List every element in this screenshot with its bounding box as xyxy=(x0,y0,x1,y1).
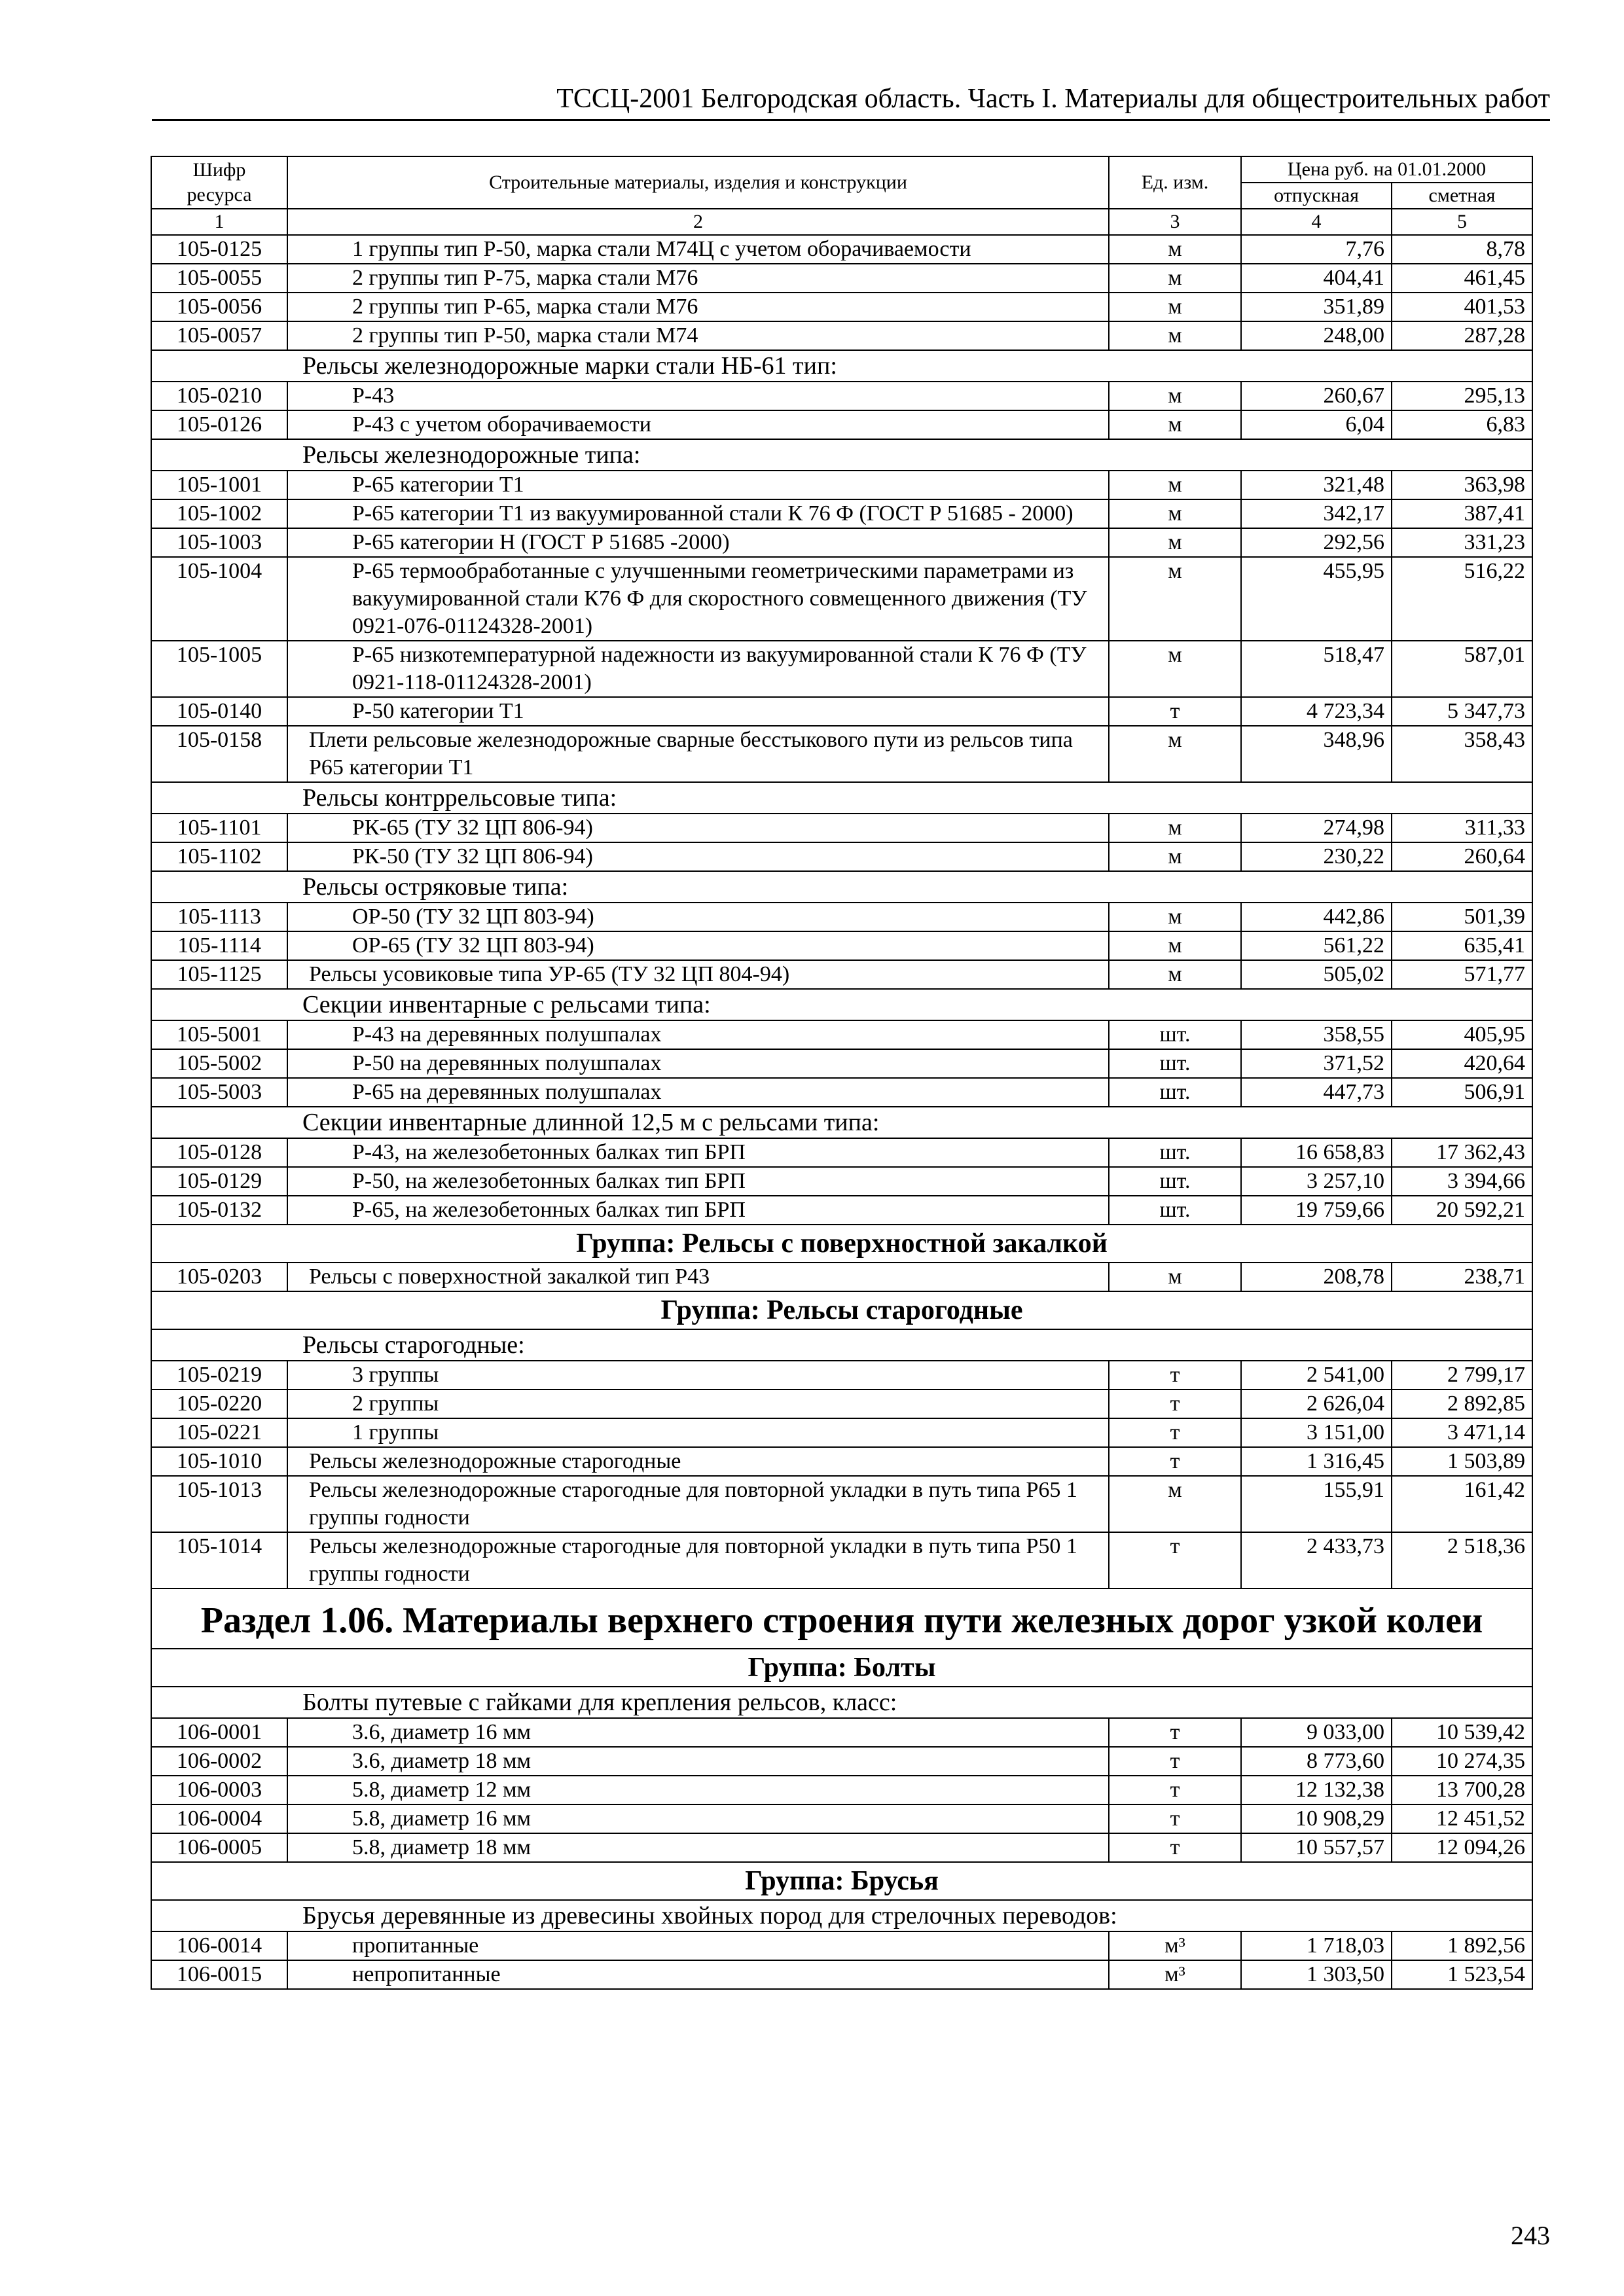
unit: м xyxy=(1109,499,1241,528)
resource-code: 105-0057 xyxy=(151,321,287,350)
release-price: 358,55 xyxy=(1241,1020,1392,1049)
section-heading: Раздел 1.06. Материалы верхнего строения пути железных дорог узкой колеи xyxy=(151,1588,1532,1649)
subheading-row xyxy=(151,1900,1532,1931)
resource-code: 105-0210 xyxy=(151,382,287,410)
unit: м xyxy=(1109,293,1241,321)
item-name: Р-43 на деревянных полушпалах xyxy=(287,1020,1109,1049)
release-price: 16 658,83 xyxy=(1241,1138,1392,1167)
release-price: 321,48 xyxy=(1241,471,1392,499)
group-heading: Группа: Рельсы старогодные xyxy=(151,1291,1532,1329)
estimate-price: 387,41 xyxy=(1392,499,1532,528)
group-heading-row xyxy=(151,1225,1532,1263)
item-name: 3.6, диаметр 18 мм xyxy=(287,1747,1109,1776)
subheading-row xyxy=(151,350,1532,382)
price-table xyxy=(151,156,1533,1990)
estimate-price: 461,45 xyxy=(1392,264,1532,293)
group-heading: Группа: Брусья xyxy=(151,1862,1532,1900)
release-price: 1 718,03 xyxy=(1241,1931,1392,1960)
resource-code: 105-0203 xyxy=(151,1263,287,1291)
release-price: 12 132,38 xyxy=(1241,1776,1392,1804)
table-row xyxy=(151,1833,1532,1862)
estimate-price: 2 518,36 xyxy=(1392,1532,1532,1588)
unit: т xyxy=(1109,1390,1241,1418)
resource-code: 105-5002 xyxy=(151,1049,287,1078)
unit: м xyxy=(1109,235,1241,264)
resource-code: 105-0140 xyxy=(151,697,287,726)
item-name: Рельсы усовиковые типа УР-65 (ТУ 32 ЦП 804-94) xyxy=(287,960,1109,989)
release-price: 371,52 xyxy=(1241,1049,1392,1078)
resource-code: 105-0129 xyxy=(151,1167,287,1196)
estimate-price: 1 892,56 xyxy=(1392,1931,1532,1960)
table-row xyxy=(151,1361,1532,1390)
release-price: 3 257,10 xyxy=(1241,1167,1392,1196)
empty-cell: Рельсы контррельсовые типа: xyxy=(151,782,1532,814)
resource-code: 106-0001 xyxy=(151,1718,287,1747)
col-header-estimate: сметная xyxy=(1392,183,1532,209)
resource-code: 106-0015 xyxy=(151,1960,287,1989)
item-name: Р-65 категории Т1 из вакуумированной стали К 76 Ф (ГОСТ Р 51685 - 2000) xyxy=(287,499,1109,528)
empty-cell: Рельсы остряковые типа: xyxy=(151,871,1532,903)
unit: м xyxy=(1109,264,1241,293)
estimate-price: 12 451,52 xyxy=(1392,1804,1532,1833)
item-name: Рельсы с поверхностной закалкой тип Р43 xyxy=(287,1263,1109,1291)
resource-code: 105-1005 xyxy=(151,641,287,697)
unit: м xyxy=(1109,471,1241,499)
resource-code: 105-1101 xyxy=(151,814,287,842)
col-header-unit: Ед. изм. xyxy=(1109,156,1241,209)
release-price: 274,98 xyxy=(1241,814,1392,842)
table-row xyxy=(151,1138,1532,1167)
group-heading-row xyxy=(151,1862,1532,1900)
resource-code: 105-1013 xyxy=(151,1476,287,1532)
page-number: 243 xyxy=(1511,2221,1550,2250)
unit: м xyxy=(1109,960,1241,989)
empty-cell: Секции инвентарные длинной 12,5 м с рельсами типа: xyxy=(151,1107,1532,1138)
group-heading-row xyxy=(151,1291,1532,1329)
group-heading-row xyxy=(151,1649,1532,1687)
release-price: 447,73 xyxy=(1241,1078,1392,1107)
resource-code: 106-0014 xyxy=(151,1931,287,1960)
item-name: Р-65 термообработанные с улучшенными геометрическими параметрами из вакуумированной стали К76 Ф для скоростного совмещенного движения (ТУ 0921-076-01124328-2001) xyxy=(287,557,1109,641)
unit: м xyxy=(1109,557,1241,641)
subheading-row xyxy=(151,989,1532,1020)
release-price: 442,86 xyxy=(1241,903,1392,931)
resource-code: 105-1125 xyxy=(151,960,287,989)
resource-code: 105-0219 xyxy=(151,1361,287,1390)
item-name: РК-50 (ТУ 32 ЦП 806-94) xyxy=(287,842,1109,871)
unit: м xyxy=(1109,1476,1241,1532)
subheading-row xyxy=(151,439,1532,471)
estimate-price: 587,01 xyxy=(1392,641,1532,697)
table-row xyxy=(151,410,1532,439)
resource-code: 105-0128 xyxy=(151,1138,287,1167)
table-row xyxy=(151,697,1532,726)
resource-code: 106-0002 xyxy=(151,1747,287,1776)
table-row xyxy=(151,1049,1532,1078)
resource-code: 105-0158 xyxy=(151,726,287,782)
table-row xyxy=(151,1167,1532,1196)
item-name: 2 группы xyxy=(287,1390,1109,1418)
table-row xyxy=(151,499,1532,528)
item-name: Рельсы железнодорожные старогодные для повторной укладки в путь типа Р50 1 группы годности xyxy=(287,1532,1109,1588)
unit: шт. xyxy=(1109,1078,1241,1107)
release-price: 351,89 xyxy=(1241,293,1392,321)
subheading-row xyxy=(151,1329,1532,1361)
unit: м xyxy=(1109,1263,1241,1291)
resource-code: 105-1003 xyxy=(151,528,287,557)
group-heading: Группа: Рельсы с поверхностной закалкой xyxy=(151,1225,1532,1263)
item-name: Р-50 на деревянных полушпалах xyxy=(287,1049,1109,1078)
resource-code: 106-0004 xyxy=(151,1804,287,1833)
estimate-price: 571,77 xyxy=(1392,960,1532,989)
item-name: Р-65 категории Н (ГОСТ Р 51685 -2000) xyxy=(287,528,1109,557)
unit: т xyxy=(1109,1804,1241,1833)
empty-cell: Секции инвентарные с рельсами типа: xyxy=(151,989,1532,1020)
resource-code: 105-0056 xyxy=(151,293,287,321)
unit: м xyxy=(1109,382,1241,410)
unit: шт. xyxy=(1109,1196,1241,1225)
table-row xyxy=(151,1960,1532,1989)
section-heading-row xyxy=(151,1588,1532,1649)
estimate-price: 10 539,42 xyxy=(1392,1718,1532,1747)
release-price: 348,96 xyxy=(1241,726,1392,782)
estimate-price: 2 892,85 xyxy=(1392,1390,1532,1418)
release-price: 2 433,73 xyxy=(1241,1532,1392,1588)
item-name: Р-50 категории Т1 xyxy=(287,697,1109,726)
item-name: 2 группы тип Р-75, марка стали М76 xyxy=(287,264,1109,293)
estimate-price: 238,71 xyxy=(1392,1263,1532,1291)
resource-code: 105-1002 xyxy=(151,499,287,528)
unit: т xyxy=(1109,1532,1241,1588)
table-row xyxy=(151,1931,1532,1960)
table-row xyxy=(151,293,1532,321)
table-row xyxy=(151,726,1532,782)
unit: м xyxy=(1109,842,1241,871)
table-row xyxy=(151,382,1532,410)
release-price: 404,41 xyxy=(1241,264,1392,293)
estimate-price: 17 362,43 xyxy=(1392,1138,1532,1167)
unit: м³ xyxy=(1109,1960,1241,1989)
estimate-price: 3 394,66 xyxy=(1392,1167,1532,1196)
table-row xyxy=(151,1747,1532,1776)
item-name: 1 группы тип Р-50, марка стали М74Ц с учетом оборачиваемости xyxy=(287,235,1109,264)
item-name: Р-50, на железобетонных балках тип БРП xyxy=(287,1167,1109,1196)
unit: м xyxy=(1109,528,1241,557)
estimate-price: 8,78 xyxy=(1392,235,1532,264)
item-name: РК-65 (ТУ 32 ЦП 806-94) xyxy=(287,814,1109,842)
release-price: 10 908,29 xyxy=(1241,1804,1392,1833)
item-name: непропитанные xyxy=(287,1960,1109,1989)
subheading-row xyxy=(151,782,1532,814)
release-price: 208,78 xyxy=(1241,1263,1392,1291)
estimate-price: 311,33 xyxy=(1392,814,1532,842)
item-name: ОР-65 (ТУ 32 ЦП 803-94) xyxy=(287,931,1109,960)
item-name: 1 группы xyxy=(287,1418,1109,1447)
unit: м xyxy=(1109,321,1241,350)
resource-code: 106-0003 xyxy=(151,1776,287,1804)
resource-code: 105-0055 xyxy=(151,264,287,293)
col-number-4: 4 xyxy=(1241,209,1392,235)
release-price: 1 316,45 xyxy=(1241,1447,1392,1476)
resource-code: 105-1010 xyxy=(151,1447,287,1476)
resource-code: 105-0126 xyxy=(151,410,287,439)
item-name: Рельсы железнодорожные старогодные для повторной укладки в путь типа Р65 1 группы годности xyxy=(287,1476,1109,1532)
table-row xyxy=(151,235,1532,264)
estimate-price: 401,53 xyxy=(1392,293,1532,321)
empty-cell: Брусья деревянные из древесины хвойных пород для стрелочных переводов: xyxy=(151,1900,1532,1931)
table-body xyxy=(151,235,1532,1989)
item-name: 3.6, диаметр 16 мм xyxy=(287,1718,1109,1747)
resource-code: 106-0005 xyxy=(151,1833,287,1862)
item-name: Р-65 низкотемпературной надежности из вакуумированной стали К 76 Ф (ТУ 0921-118-01124328-2001) xyxy=(287,641,1109,697)
item-name: 2 группы тип Р-65, марка стали М76 xyxy=(287,293,1109,321)
table-row xyxy=(151,471,1532,499)
unit: м³ xyxy=(1109,1931,1241,1960)
unit: шт. xyxy=(1109,1167,1241,1196)
estimate-price: 260,64 xyxy=(1392,842,1532,871)
unit: шт. xyxy=(1109,1049,1241,1078)
resource-code: 105-1004 xyxy=(151,557,287,641)
item-name: Рельсы железнодорожные старогодные xyxy=(287,1447,1109,1476)
item-name: 3 группы xyxy=(287,1361,1109,1390)
estimate-price: 6,83 xyxy=(1392,410,1532,439)
release-price: 19 759,66 xyxy=(1241,1196,1392,1225)
release-price: 2 541,00 xyxy=(1241,1361,1392,1390)
table-row xyxy=(151,1078,1532,1107)
table-row xyxy=(151,1390,1532,1418)
unit: т xyxy=(1109,1833,1241,1862)
table-row xyxy=(151,1418,1532,1447)
release-price: 248,00 xyxy=(1241,321,1392,350)
subheading-row xyxy=(151,1107,1532,1138)
col-header-price: Цена руб. на 01.01.2000 xyxy=(1241,156,1532,183)
estimate-price: 20 592,21 xyxy=(1392,1196,1532,1225)
col-header-code: Шифр ресурса xyxy=(151,156,287,209)
item-name: Р-65 категории Т1 xyxy=(287,471,1109,499)
table-row xyxy=(151,1804,1532,1833)
unit: шт. xyxy=(1109,1020,1241,1049)
estimate-price: 13 700,28 xyxy=(1392,1776,1532,1804)
col-number-2: 2 xyxy=(287,209,1109,235)
estimate-price: 5 347,73 xyxy=(1392,697,1532,726)
item-name: пропитанные xyxy=(287,1931,1109,1960)
resource-code: 105-1114 xyxy=(151,931,287,960)
table-row xyxy=(151,321,1532,350)
table-row xyxy=(151,264,1532,293)
estimate-price: 12 094,26 xyxy=(1392,1833,1532,1862)
release-price: 3 151,00 xyxy=(1241,1418,1392,1447)
table-row xyxy=(151,1447,1532,1476)
unit: м xyxy=(1109,814,1241,842)
estimate-price: 363,98 xyxy=(1392,471,1532,499)
table-row xyxy=(151,960,1532,989)
item-name: Р-43 с учетом оборачиваемости xyxy=(287,410,1109,439)
unit: м xyxy=(1109,641,1241,697)
release-price: 155,91 xyxy=(1241,1476,1392,1532)
table-row xyxy=(151,557,1532,641)
table-row xyxy=(151,641,1532,697)
estimate-price: 635,41 xyxy=(1392,931,1532,960)
resource-code: 105-5001 xyxy=(151,1020,287,1049)
estimate-price: 516,22 xyxy=(1392,557,1532,641)
table-row xyxy=(151,1718,1532,1747)
empty-cell: Рельсы железнодорожные типа: xyxy=(151,439,1532,471)
estimate-price: 506,91 xyxy=(1392,1078,1532,1107)
empty-cell: Болты путевые с гайками для крепления рельсов, класс: xyxy=(151,1687,1532,1718)
resource-code: 105-0220 xyxy=(151,1390,287,1418)
unit: шт. xyxy=(1109,1138,1241,1167)
item-name: 5.8, диаметр 12 мм xyxy=(287,1776,1109,1804)
unit: м xyxy=(1109,410,1241,439)
unit: т xyxy=(1109,1361,1241,1390)
subheading-row xyxy=(151,1687,1532,1718)
item-name: Р-65 на деревянных полушпалах xyxy=(287,1078,1109,1107)
release-price: 455,95 xyxy=(1241,557,1392,641)
estimate-price: 1 523,54 xyxy=(1392,1960,1532,1989)
item-name: Р-43 xyxy=(287,382,1109,410)
unit: т xyxy=(1109,697,1241,726)
estimate-price: 295,13 xyxy=(1392,382,1532,410)
release-price: 1 303,50 xyxy=(1241,1960,1392,1989)
unit: т xyxy=(1109,1718,1241,1747)
estimate-price: 3 471,14 xyxy=(1392,1418,1532,1447)
table-row xyxy=(151,931,1532,960)
item-name: 5.8, диаметр 18 мм xyxy=(287,1833,1109,1862)
item-name: Р-43, на железобетонных балках тип БРП xyxy=(287,1138,1109,1167)
estimate-price: 405,95 xyxy=(1392,1020,1532,1049)
col-header-name: Строительные материалы, изделия и конструкции xyxy=(287,156,1109,209)
unit: м xyxy=(1109,903,1241,931)
running-header: ТССЦ-2001 Белгородская область. Часть I. Материалы для общестроительных работ xyxy=(152,79,1550,121)
release-price: 6,04 xyxy=(1241,410,1392,439)
col-number-3: 3 xyxy=(1109,209,1241,235)
release-price: 518,47 xyxy=(1241,641,1392,697)
release-price: 505,02 xyxy=(1241,960,1392,989)
table-row xyxy=(151,1263,1532,1291)
resource-code: 105-1102 xyxy=(151,842,287,871)
resource-code: 105-1014 xyxy=(151,1532,287,1588)
resource-code: 105-1001 xyxy=(151,471,287,499)
col-header-release: отпускная xyxy=(1241,183,1392,209)
group-heading: Группа: Болты xyxy=(151,1649,1532,1687)
item-name: 5.8, диаметр 16 мм xyxy=(287,1804,1109,1833)
release-price: 260,67 xyxy=(1241,382,1392,410)
release-price: 561,22 xyxy=(1241,931,1392,960)
unit: т xyxy=(1109,1418,1241,1447)
release-price: 292,56 xyxy=(1241,528,1392,557)
table-row xyxy=(151,1196,1532,1225)
table-row xyxy=(151,1476,1532,1532)
estimate-price: 331,23 xyxy=(1392,528,1532,557)
table-row xyxy=(151,903,1532,931)
estimate-price: 10 274,35 xyxy=(1392,1747,1532,1776)
item-name: ОР-50 (ТУ 32 ЦП 803-94) xyxy=(287,903,1109,931)
table-row xyxy=(151,1532,1532,1588)
resource-code: 105-0132 xyxy=(151,1196,287,1225)
release-price: 230,22 xyxy=(1241,842,1392,871)
release-price: 8 773,60 xyxy=(1241,1747,1392,1776)
table-row xyxy=(151,1020,1532,1049)
empty-cell: Рельсы железнодорожные марки стали НБ-61 тип: xyxy=(151,350,1532,382)
resource-code: 105-0125 xyxy=(151,235,287,264)
subheading-row xyxy=(151,871,1532,903)
col-number-5: 5 xyxy=(1392,209,1532,235)
release-price: 342,17 xyxy=(1241,499,1392,528)
item-name: Р-65, на железобетонных балках тип БРП xyxy=(287,1196,1109,1225)
estimate-price: 287,28 xyxy=(1392,321,1532,350)
empty-cell: Рельсы старогодные: xyxy=(151,1329,1532,1361)
unit: т xyxy=(1109,1447,1241,1476)
table-row xyxy=(151,1776,1532,1804)
estimate-price: 1 503,89 xyxy=(1392,1447,1532,1476)
release-price: 9 033,00 xyxy=(1241,1718,1392,1747)
unit: т xyxy=(1109,1747,1241,1776)
estimate-price: 358,43 xyxy=(1392,726,1532,782)
estimate-price: 161,42 xyxy=(1392,1476,1532,1532)
unit: м xyxy=(1109,726,1241,782)
table-row xyxy=(151,814,1532,842)
release-price: 10 557,57 xyxy=(1241,1833,1392,1862)
release-price: 4 723,34 xyxy=(1241,697,1392,726)
resource-code: 105-1113 xyxy=(151,903,287,931)
release-price: 7,76 xyxy=(1241,235,1392,264)
unit: т xyxy=(1109,1776,1241,1804)
item-name: Плети рельсовые железнодорожные сварные бесстыкового пути из рельсов типа Р65 категории Т1 xyxy=(287,726,1109,782)
resource-code: 105-0221 xyxy=(151,1418,287,1447)
table-row xyxy=(151,528,1532,557)
resource-code: 105-5003 xyxy=(151,1078,287,1107)
col-number-1: 1 xyxy=(151,209,287,235)
estimate-price: 420,64 xyxy=(1392,1049,1532,1078)
item-name: 2 группы тип Р-50, марка стали М74 xyxy=(287,321,1109,350)
table-row xyxy=(151,842,1532,871)
estimate-price: 2 799,17 xyxy=(1392,1361,1532,1390)
estimate-price: 501,39 xyxy=(1392,903,1532,931)
unit: м xyxy=(1109,931,1241,960)
release-price: 2 626,04 xyxy=(1241,1390,1392,1418)
